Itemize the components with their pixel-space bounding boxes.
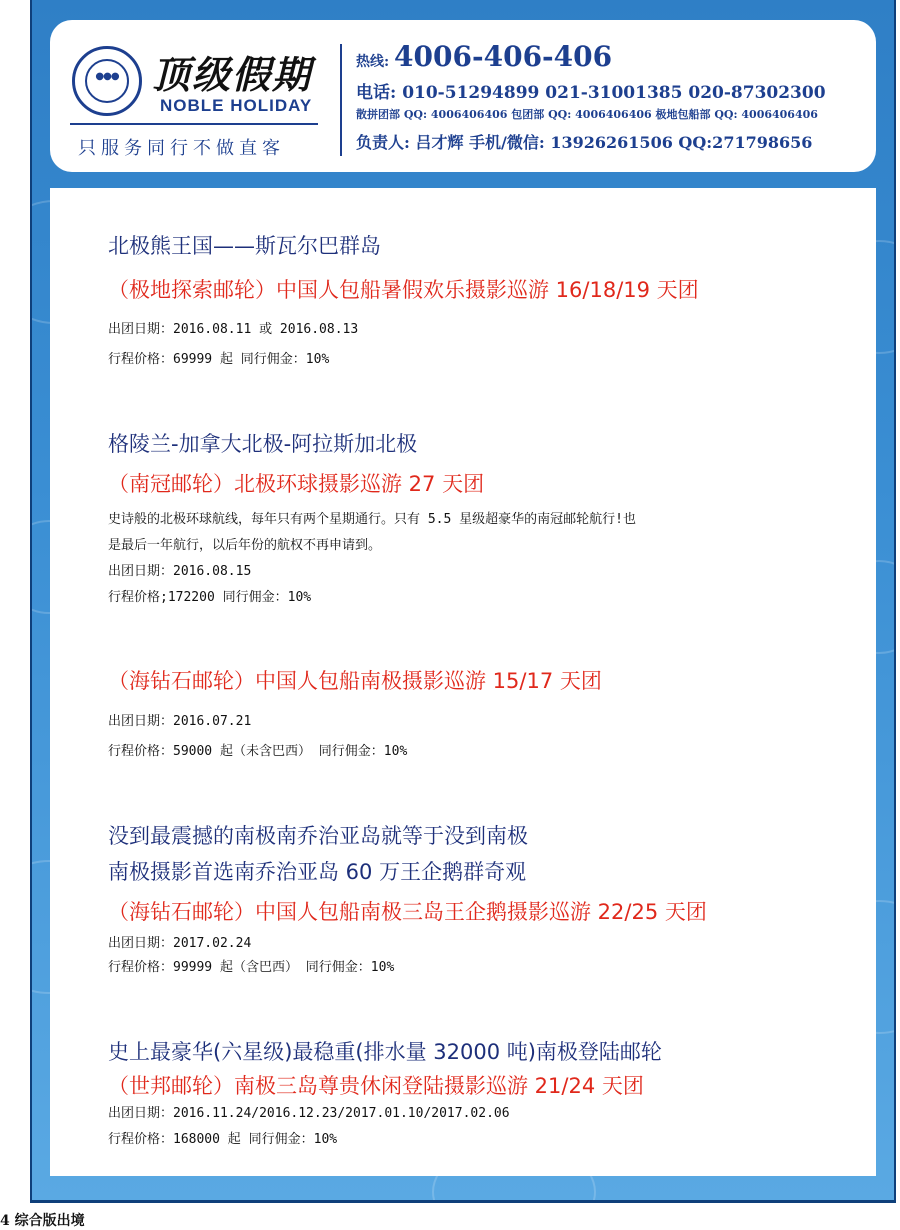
entry-date: 出团日期：2016.08.11 或 2016.08.13 [108, 322, 359, 337]
entry-title: 史上最豪华(六星级)最稳重(排水量 32000 吨)南极登陆邮轮 [108, 1040, 662, 1064]
entry-date: 出团日期：2016.11.24/2016.12.23/2017.01.10/2017.02.06 [108, 1106, 510, 1121]
entry-date: 出团日期：2017.02.24 [108, 936, 252, 951]
entry-title: 格陵兰-加拿大北极-阿拉斯加北极 [108, 432, 418, 456]
entry-title: 北极熊王国——斯瓦尔巴群岛 [108, 234, 381, 258]
entry-price: 行程价格;172200 同行佣金：10% [108, 590, 312, 605]
entry-title-secondary: 南极摄影首选南乔治亚岛 60 万王企鹅群奇观 [108, 860, 527, 884]
entry-price: 行程价格：69999 起 同行佣金：10% [108, 352, 330, 367]
entry-subtitle: （世邦邮轮）南极三岛尊贵休闲登陆摄影巡游 21/24 天团 [108, 1074, 644, 1098]
entry-subtitle: （海钻石邮轮）中国人包船南极三岛王企鹅摄影巡游 22/25 天团 [108, 900, 707, 924]
logo-emblem-icon [72, 46, 142, 116]
entry-date: 出团日期：2016.08.15 [108, 564, 252, 579]
entry-subtitle: （南冠邮轮）北极环球摄影巡游 27 天团 [108, 472, 485, 496]
content-panel [50, 188, 876, 1176]
qq-line: 散拼团部 QQ: 4006406406 包团部 QQ: 4006406406 极地包船部 QQ: 4006406406 [356, 108, 818, 121]
brand-name-en: NOBLE HOLIDAY [160, 96, 313, 115]
manager-line: 负责人: 吕才辉 手机/微信: 13926261506 QQ:271798656 [356, 133, 813, 152]
entry-price: 行程价格：59000 起（未含巴西） 同行佣金：10% [108, 744, 408, 759]
entry-description: 史诗般的北极环球航线，每年只有两个星期通行。只有 5.5 星级超豪华的南冠邮轮航行!也 [108, 512, 636, 527]
brand-slogan: 只服务同行不做直客 [78, 138, 285, 159]
entry-description: 是最后一年航行，以后年份的航权不再申请到。 [108, 538, 382, 553]
phone-line: 电话: 010-51294899 021-31001385 020-87302300 [356, 83, 826, 103]
entry-subtitle: （极地探索邮轮）中国人包船暑假欢乐摄影巡游 16/18/19 天团 [108, 278, 699, 302]
brand-divider [70, 123, 318, 125]
entry-price: 行程价格：168000 起 同行佣金：10% [108, 1132, 338, 1147]
entry-subtitle: （海钻石邮轮）中国人包船南极摄影巡游 15/17 天团 [108, 669, 602, 693]
page-footer: 4 综合版出境 [0, 1213, 85, 1229]
logo-figures-icon: ●●● [95, 71, 119, 82]
entry-date: 出团日期：2016.07.21 [108, 714, 252, 729]
entry-price: 行程价格：99999 起（含巴西） 同行佣金：10% [108, 960, 395, 975]
header-panel [50, 20, 876, 172]
hotline-row [356, 40, 612, 73]
brand-name-cn: 顶级假期 [152, 52, 313, 97]
header-vertical-divider [340, 44, 342, 156]
hotline-label: 热线: [356, 54, 390, 70]
hotline-number: 4006-406-406 [394, 40, 613, 73]
entry-title: 没到最震撼的南极南乔治亚岛就等于没到南极 [108, 824, 528, 848]
